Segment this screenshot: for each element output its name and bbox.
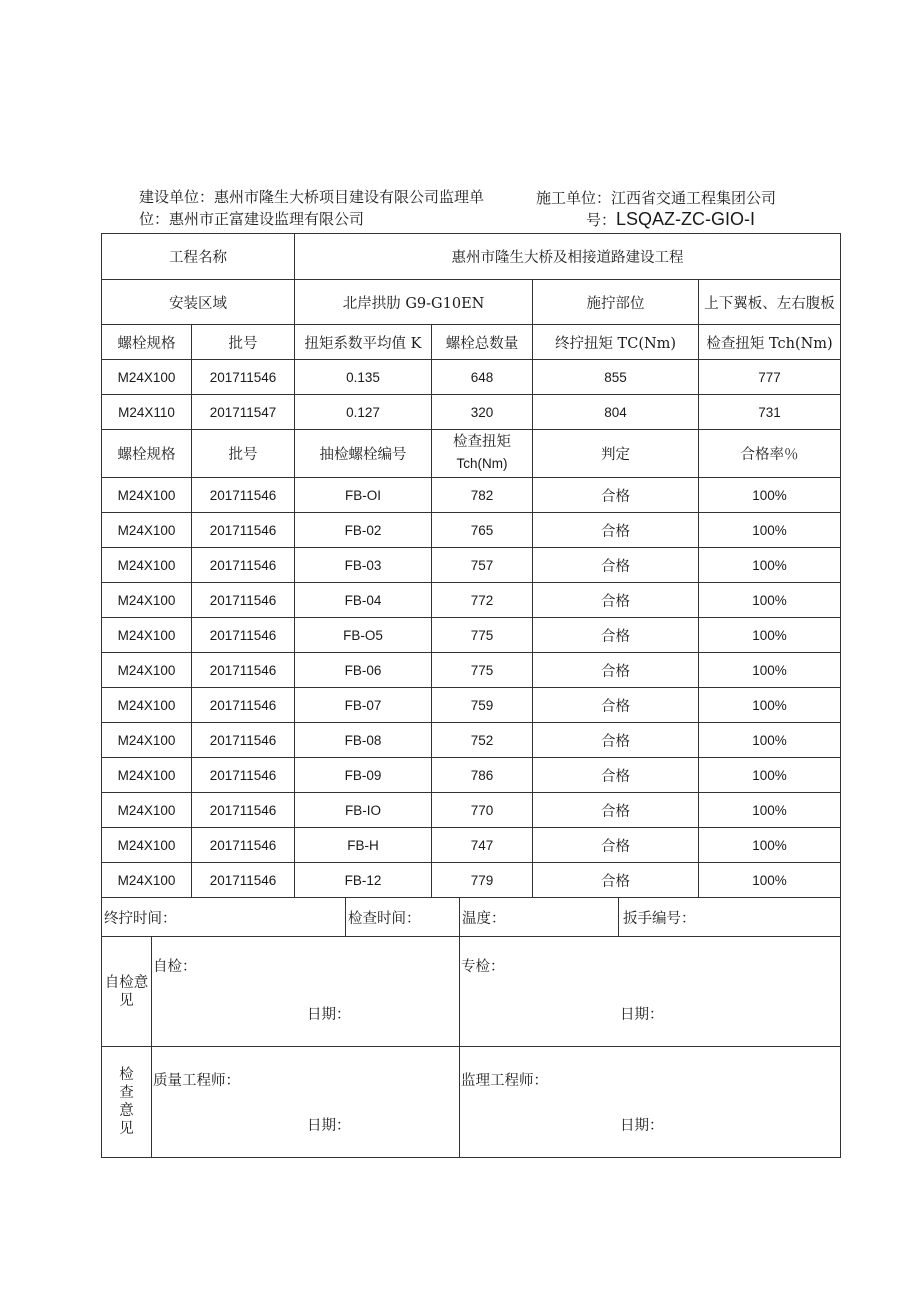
check-row bbox=[102, 723, 841, 758]
check-row bbox=[102, 583, 841, 618]
supervisor-engineer-cell bbox=[460, 1047, 841, 1158]
construction-part-value: 上下翼板、左右腹板 bbox=[699, 280, 841, 325]
check-cell: 201711546 bbox=[192, 618, 295, 653]
spec-header-cell: 螺栓总数量 bbox=[432, 325, 533, 360]
check-cell: FB-OI bbox=[295, 478, 432, 513]
check-cell: 775 bbox=[432, 653, 533, 688]
quality-engineer-label: 质量工程师： bbox=[153, 1073, 240, 1089]
check-cell: 201711546 bbox=[192, 723, 295, 758]
check-header-cell: 合格率％ bbox=[699, 430, 841, 478]
check-cell: 100% bbox=[699, 863, 841, 898]
check-cell: 合格 bbox=[533, 653, 699, 688]
check-cell: 757 bbox=[432, 548, 533, 583]
check-cell: 100% bbox=[699, 548, 841, 583]
check-cell: M24X100 bbox=[102, 723, 192, 758]
check-cell: FB-08 bbox=[295, 723, 432, 758]
special-check-cell bbox=[460, 937, 841, 1047]
spec-cell: 320 bbox=[432, 395, 533, 430]
check-cell: 759 bbox=[432, 688, 533, 723]
spec-cell: 855 bbox=[533, 360, 699, 395]
check-cell: FB-07 bbox=[295, 688, 432, 723]
check-header-torque: 检查扭矩 bbox=[453, 434, 512, 450]
self-check-side-label: 自检意见 bbox=[102, 937, 152, 1047]
check-cell: 779 bbox=[432, 863, 533, 898]
check-header-cell: 螺栓规格 bbox=[102, 430, 192, 478]
check-cell: 747 bbox=[432, 828, 533, 863]
final-time-cell: 终拧时间： bbox=[102, 898, 346, 937]
check-time-cell: 检查时间： bbox=[346, 898, 460, 937]
special-check-label: 专检： bbox=[461, 959, 505, 975]
special-check-date: 日期： bbox=[620, 1007, 664, 1023]
self-check-cell bbox=[152, 937, 460, 1047]
install-area-row bbox=[102, 280, 841, 325]
check-cell: 合格 bbox=[533, 723, 699, 758]
check-cell: M24X100 bbox=[102, 653, 192, 688]
check-header-torque-unit: Tch(Nm) bbox=[456, 456, 508, 471]
quality-engineer-date: 日期： bbox=[307, 1118, 351, 1134]
check-row bbox=[102, 758, 841, 793]
check-cell: 201711546 bbox=[192, 863, 295, 898]
check-cell: FB-03 bbox=[295, 548, 432, 583]
check-cell: 合格 bbox=[533, 828, 699, 863]
check-cell: 752 bbox=[432, 723, 533, 758]
check-cell: 合格 bbox=[533, 618, 699, 653]
spec-header-cell: 检查扭矩 Tch(Nm) bbox=[699, 325, 841, 360]
check-cell: 201711546 bbox=[192, 758, 295, 793]
check-cell: 100% bbox=[699, 793, 841, 828]
check-row bbox=[102, 478, 841, 513]
check-cell: M24X100 bbox=[102, 793, 192, 828]
construction-unit: 建设单位：惠州市隆生大桥项目建设有限公司监理单 bbox=[139, 188, 485, 206]
spec-cell: 201711547 bbox=[192, 395, 295, 430]
check-cell: 100% bbox=[699, 653, 841, 688]
check-cell: 765 bbox=[432, 513, 533, 548]
check-cell: 合格 bbox=[533, 478, 699, 513]
wrench-no-cell: 扳手编号： bbox=[619, 898, 841, 937]
check-cell: 775 bbox=[432, 618, 533, 653]
check-row bbox=[102, 548, 841, 583]
check-cell: M24X100 bbox=[102, 548, 192, 583]
check-cell: 合格 bbox=[533, 863, 699, 898]
check-cell: FB-IO bbox=[295, 793, 432, 828]
spec-cell: 731 bbox=[699, 395, 841, 430]
check-header-row bbox=[102, 430, 841, 478]
check-cell: FB-12 bbox=[295, 863, 432, 898]
spec-header-cell: 扭矩系数平均值 K bbox=[295, 325, 432, 360]
spec-cell: 804 bbox=[533, 395, 699, 430]
spec-header-cell: 螺栓规格 bbox=[102, 325, 192, 360]
self-check-label: 自检： bbox=[153, 959, 197, 975]
check-cell: 100% bbox=[699, 618, 841, 653]
spec-cell: 0.127 bbox=[295, 395, 432, 430]
check-cell: 合格 bbox=[533, 688, 699, 723]
inspection-row bbox=[102, 1047, 841, 1158]
check-cell: 100% bbox=[699, 828, 841, 863]
check-cell: M24X100 bbox=[102, 688, 192, 723]
check-cell: 合格 bbox=[533, 583, 699, 618]
check-cell: 786 bbox=[432, 758, 533, 793]
check-cell: 合格 bbox=[533, 793, 699, 828]
spec-header-cell: 终拧扭矩 TC(Nm) bbox=[533, 325, 699, 360]
self-check-date: 日期： bbox=[307, 1007, 351, 1023]
check-row bbox=[102, 863, 841, 898]
check-cell: FB-H bbox=[295, 828, 432, 863]
check-cell: M24X100 bbox=[102, 513, 192, 548]
check-row bbox=[102, 688, 841, 723]
project-name-value: 惠州市隆生大桥及相接道路建设工程 bbox=[295, 234, 841, 280]
check-cell: M24X100 bbox=[102, 758, 192, 793]
inspection-side-label: 检查意见 bbox=[102, 1047, 152, 1158]
check-cell: FB-06 bbox=[295, 653, 432, 688]
spec-header-cell: 批号 bbox=[192, 325, 295, 360]
check-cell: 201711546 bbox=[192, 513, 295, 548]
check-cell: 100% bbox=[699, 758, 841, 793]
temperature-cell: 温度： bbox=[460, 898, 619, 937]
spec-row bbox=[102, 360, 841, 395]
spec-cell: 648 bbox=[432, 360, 533, 395]
check-header-cell: 批号 bbox=[192, 430, 295, 478]
spec-cell: M24X110 bbox=[102, 395, 192, 430]
check-cell: M24X100 bbox=[102, 618, 192, 653]
check-cell: 201711546 bbox=[192, 548, 295, 583]
supervisor-engineer-label: 监理工程师： bbox=[461, 1073, 549, 1089]
check-cell: 201711546 bbox=[192, 793, 295, 828]
quality-engineer-cell bbox=[152, 1047, 460, 1158]
check-header-cell: 判定 bbox=[533, 430, 699, 478]
check-cell: M24X100 bbox=[102, 863, 192, 898]
install-area-value: 北岸拱肋 G9-G10EN bbox=[295, 280, 533, 325]
check-cell: 合格 bbox=[533, 513, 699, 548]
check-cell: 201711546 bbox=[192, 583, 295, 618]
supervisor-engineer-date: 日期： bbox=[620, 1118, 664, 1134]
check-row bbox=[102, 653, 841, 688]
supervision-unit: 位：惠州市正富建设监理有限公司 bbox=[139, 210, 365, 228]
spec-cell: 201711546 bbox=[192, 360, 295, 395]
check-cell: 100% bbox=[699, 513, 841, 548]
check-cell: 201711546 bbox=[192, 828, 295, 863]
check-cell: 201711546 bbox=[192, 688, 295, 723]
self-check-row bbox=[102, 937, 841, 1047]
check-cell: 100% bbox=[699, 583, 841, 618]
check-row bbox=[102, 793, 841, 828]
check-header-cell bbox=[432, 430, 533, 478]
time-row bbox=[102, 898, 841, 937]
check-cell: M24X100 bbox=[102, 583, 192, 618]
spec-row bbox=[102, 395, 841, 430]
check-cell: FB-09 bbox=[295, 758, 432, 793]
spec-cell: 777 bbox=[699, 360, 841, 395]
check-cell: M24X100 bbox=[102, 478, 192, 513]
spec-header-row bbox=[102, 325, 841, 360]
check-cell: 100% bbox=[699, 478, 841, 513]
check-cell: FB-04 bbox=[295, 583, 432, 618]
check-cell: M24X100 bbox=[102, 828, 192, 863]
check-cell: FB-O5 bbox=[295, 618, 432, 653]
check-row bbox=[102, 618, 841, 653]
check-cell: 合格 bbox=[533, 548, 699, 583]
project-name-label: 工程名称 bbox=[102, 234, 295, 280]
check-cell: 合格 bbox=[533, 758, 699, 793]
check-cell: 782 bbox=[432, 478, 533, 513]
check-cell: 100% bbox=[699, 723, 841, 758]
check-cell: 770 bbox=[432, 793, 533, 828]
check-cell: 100% bbox=[699, 688, 841, 723]
check-cell: 201711546 bbox=[192, 653, 295, 688]
project-name-row bbox=[102, 234, 841, 280]
check-row bbox=[102, 513, 841, 548]
check-header-cell: 抽检螺栓编号 bbox=[295, 430, 432, 478]
doc-number-prefix: 号： bbox=[586, 211, 617, 229]
doc-number-value: LSQAZ-ZC-GIO-I bbox=[616, 209, 756, 229]
builder-unit: 施工单位：江西省交通工程集团公司 bbox=[536, 189, 777, 207]
check-row bbox=[102, 828, 841, 863]
spec-cell: 0.135 bbox=[295, 360, 432, 395]
check-cell: 201711546 bbox=[192, 478, 295, 513]
check-cell: 772 bbox=[432, 583, 533, 618]
check-cell: FB-02 bbox=[295, 513, 432, 548]
spec-cell: M24X100 bbox=[102, 360, 192, 395]
inspection-form-table bbox=[101, 233, 841, 1158]
doc-number bbox=[586, 209, 755, 230]
install-area-label: 安装区域 bbox=[102, 280, 295, 325]
construction-part-label: 施拧部位 bbox=[533, 280, 699, 325]
